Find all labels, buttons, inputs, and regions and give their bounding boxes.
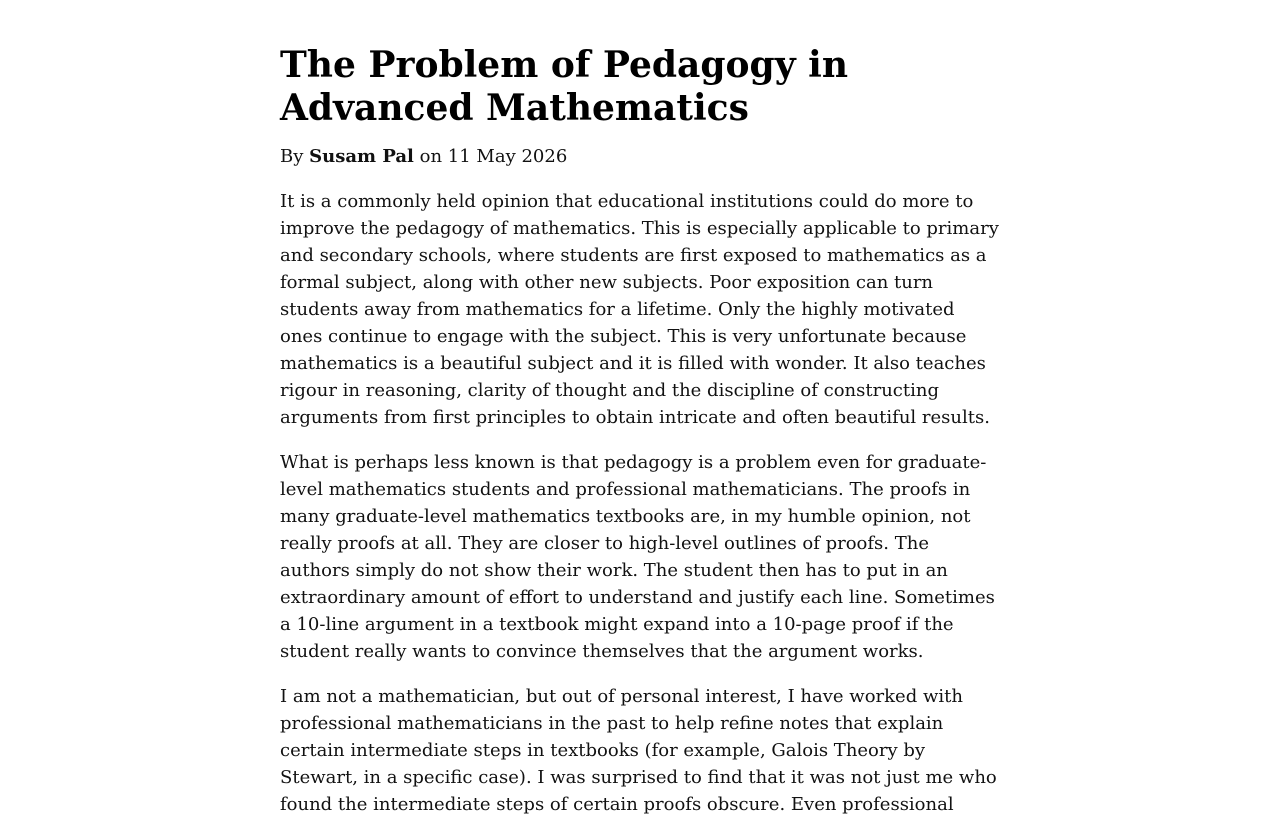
publish-date: 11 May 2026 bbox=[447, 146, 568, 167]
article-title: The Problem of Pedagogy in Advanced Mathematics bbox=[280, 44, 849, 129]
byline-prefix: By bbox=[280, 146, 304, 167]
paragraph-1: It is a commonly held opinion that educational institutions could do more to improve the pedagogy of mathematics. This is especially applicable to primary and secondary schools, where students are first exposed to mathematics as a formal subject, along with other new subjects. Poor exposition can turn students away from mathematics for a lifetime. Only the highly motivated ones continue to engage with the subject. This is very unfortunate because mathematics is a beautiful subject and it is filled with wonder. It also teaches rigour in reasoning, clarity of thought and the discipline of constructing arguments from first principles to obtain intricate and often beautiful results. bbox=[280, 191, 999, 428]
byline bbox=[280, 143, 1000, 170]
article bbox=[280, 44, 1000, 818]
date-prefix: on bbox=[419, 146, 443, 167]
paragraph-3: I am not a mathematician, but out of personal interest, I have worked with professional mathematicians in the past to help refine notes that explain certain intermediate steps in textbooks (for example, Galois Theory by Stewart, in a specific case). I was surprised to find that it was not just me who found the intermediate steps of certain proofs obscure. Even professional bbox=[280, 686, 997, 815]
author-name: Susam Pal bbox=[309, 146, 414, 167]
paragraph-2: What is perhaps less known is that pedagogy is a problem even for graduate-level mathematics students and professional mathematicians. The proofs in many graduate-level mathematics textbooks are, in my humble opinion, not really proofs at all. They are closer to high-level outlines of proofs. The authors simply do not show their work. The student then has to put in an extraordinary amount of effort to understand and justify each line. Sometimes a 10-line argument in a textbook might expand into a 10-page proof if the student really wants to convince themselves that the argument works. bbox=[280, 452, 995, 662]
